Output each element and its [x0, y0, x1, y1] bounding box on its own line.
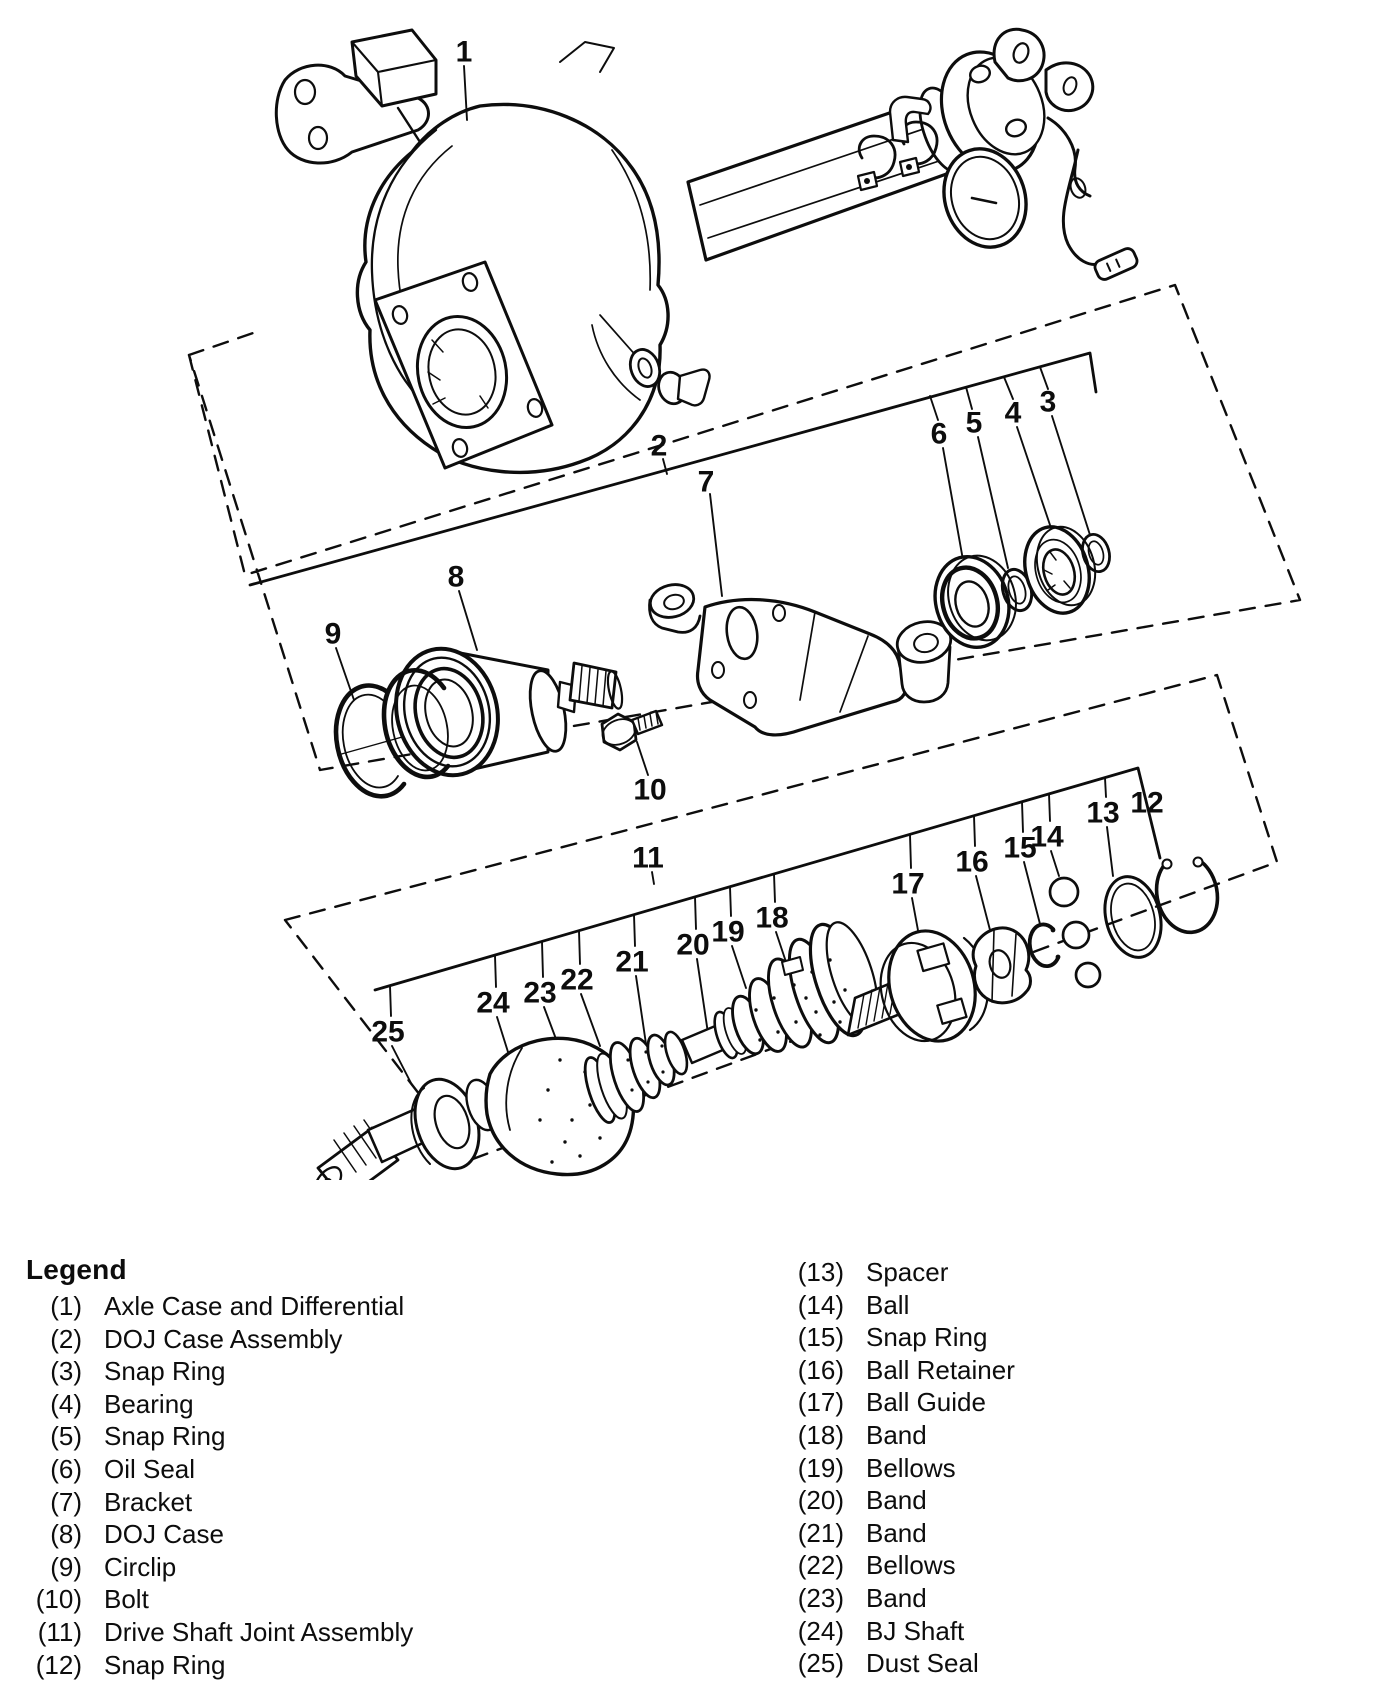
legend-item-number: (3) [50, 1356, 82, 1387]
legend-row [760, 1386, 1360, 1419]
callout-19: 19 [711, 915, 745, 949]
callout-8: 8 [447, 560, 465, 594]
legend-item-label: Oil Seal [104, 1453, 196, 1484]
legend-item-label: Snap Ring [104, 1421, 226, 1452]
legend-item-number: (12) [35, 1649, 82, 1680]
callout-17: 17 [891, 867, 925, 901]
callout-10: 10 [633, 773, 667, 807]
legend-item-label: Circlip [104, 1551, 177, 1582]
legend-item-number: (20) [797, 1485, 844, 1516]
legend-item-number: (10) [35, 1584, 82, 1615]
callout-3: 3 [1039, 385, 1057, 419]
callout-5: 5 [965, 406, 983, 440]
legend-item-number: (11) [37, 1616, 82, 1647]
legend-item-number: (22) [797, 1550, 844, 1581]
callout-25: 25 [371, 1015, 405, 1049]
legend-row [760, 1582, 1360, 1615]
legend-item-label: Ball Retainer [866, 1354, 1015, 1385]
ball-retainer-drawing [973, 928, 1030, 1003]
legend-item-label: Band [866, 1419, 927, 1450]
callout-14: 14 [1030, 820, 1064, 854]
legend-row [16, 1583, 676, 1616]
legend-item-number: (1) [50, 1291, 82, 1321]
legend-item-label: Drive Shaft Joint Assembly [104, 1616, 414, 1647]
legend-item-number: (24) [797, 1615, 844, 1646]
legend-item-label: BJ Shaft [866, 1615, 965, 1646]
group-11-bracket-line [375, 768, 1160, 990]
legend-row [16, 1518, 676, 1551]
legend-row [16, 1420, 676, 1453]
legend-row [760, 1354, 1360, 1387]
legend-row [760, 1484, 1360, 1517]
legend-item-label: Axle Case and Differential [104, 1291, 405, 1321]
legend-title: Legend [26, 1254, 127, 1285]
legend-row [16, 1388, 676, 1421]
legend-row [16, 1551, 676, 1584]
legend-row [16, 1355, 676, 1388]
legend-item-label: Ball Guide [866, 1387, 986, 1418]
legend-row [16, 1323, 676, 1356]
legend-item-label: Band [866, 1485, 927, 1516]
legend-item-label: Snap Ring [866, 1322, 988, 1353]
legend-item-number: (16) [797, 1354, 844, 1385]
legend-item-number: (14) [797, 1289, 844, 1320]
legend-item-label: Snap Ring [104, 1356, 226, 1387]
legend-item-number: (21) [797, 1517, 844, 1548]
callout-2: 2 [650, 429, 668, 463]
callout-24: 24 [476, 986, 510, 1020]
callout-13: 13 [1086, 796, 1120, 830]
legend-row [760, 1321, 1360, 1354]
legend-item-label: DOJ Case Assembly [104, 1323, 343, 1354]
callout-16: 16 [955, 845, 989, 879]
legend-item-number: (17) [797, 1387, 844, 1418]
legend-row [760, 1419, 1360, 1452]
legend-item-number: (18) [797, 1419, 844, 1450]
callout-18: 18 [755, 901, 789, 935]
sensor-cable-drawing [1063, 150, 1139, 282]
legend-item-number: (13) [797, 1257, 844, 1287]
callout-22: 22 [560, 963, 594, 997]
legend-item-label: Spacer [866, 1257, 949, 1287]
legend-item-number: (8) [50, 1519, 82, 1550]
legend-row [760, 1289, 1360, 1322]
legend-item-number: (19) [797, 1452, 844, 1483]
legend-row [760, 1452, 1360, 1485]
legend-row [16, 1649, 676, 1682]
legend-row [760, 1256, 1360, 1289]
callout-1: 1 [455, 35, 473, 69]
legend-item-number: (2) [50, 1323, 82, 1354]
callout-20: 20 [676, 928, 710, 962]
legend-row [16, 1290, 676, 1323]
legend-item-number: (7) [50, 1486, 82, 1517]
legend-row [760, 1615, 1360, 1648]
legend-item-label: Bracket [104, 1486, 193, 1517]
legend-item-label: Bellows [866, 1452, 956, 1483]
snap-ring-15-drawing [1030, 924, 1061, 966]
legend-item-label: Bearing [104, 1388, 194, 1419]
mounting-ear-drawing [276, 30, 436, 163]
callout-11: 11 [632, 841, 664, 875]
callout-12: 12 [1130, 786, 1164, 820]
legend-row [760, 1517, 1360, 1550]
callout-23: 23 [523, 976, 557, 1010]
legend-column-left [16, 1290, 676, 1681]
legend-row [16, 1486, 676, 1519]
legend-item-label: Ball [866, 1289, 910, 1320]
legend-item-number: (23) [797, 1582, 844, 1613]
callout-15: 15 [1003, 831, 1037, 865]
legend-item-number: (15) [797, 1322, 844, 1353]
legend-row [16, 1616, 676, 1649]
legend-item-number: (9) [50, 1551, 82, 1582]
callout-7: 7 [697, 465, 715, 499]
legend-row [760, 1549, 1360, 1582]
legend-item-label: Snap Ring [104, 1649, 226, 1680]
callout-4: 4 [1004, 396, 1022, 430]
axle-tube-drawing [688, 82, 978, 260]
legend-item-number: (6) [50, 1453, 82, 1484]
balls-drawing [1050, 878, 1100, 987]
legend-item-number: (25) [797, 1648, 844, 1679]
callout-6: 6 [930, 417, 948, 451]
legend-item-label: Bellows [866, 1550, 956, 1581]
legend-row [16, 1453, 676, 1486]
legend-column-right [760, 1256, 1360, 1680]
callout-21: 21 [615, 945, 649, 979]
callout-9: 9 [324, 617, 342, 651]
legend-row [760, 1647, 1360, 1680]
legend-item-number: (4) [50, 1388, 82, 1419]
bellows-22-drawing [579, 1029, 691, 1125]
legend-item-label: Band [866, 1582, 927, 1613]
bracket-drawing [647, 580, 955, 735]
doj-case-drawing [338, 638, 625, 786]
bellows-19-drawing [726, 916, 887, 1057]
legend-item-label: DOJ Case [104, 1519, 224, 1550]
legend-item-label: Dust Seal [866, 1648, 979, 1679]
legend-item-label: Bolt [104, 1584, 149, 1615]
legend-item-label: Band [866, 1517, 927, 1548]
legend-item-number: (5) [50, 1421, 82, 1452]
